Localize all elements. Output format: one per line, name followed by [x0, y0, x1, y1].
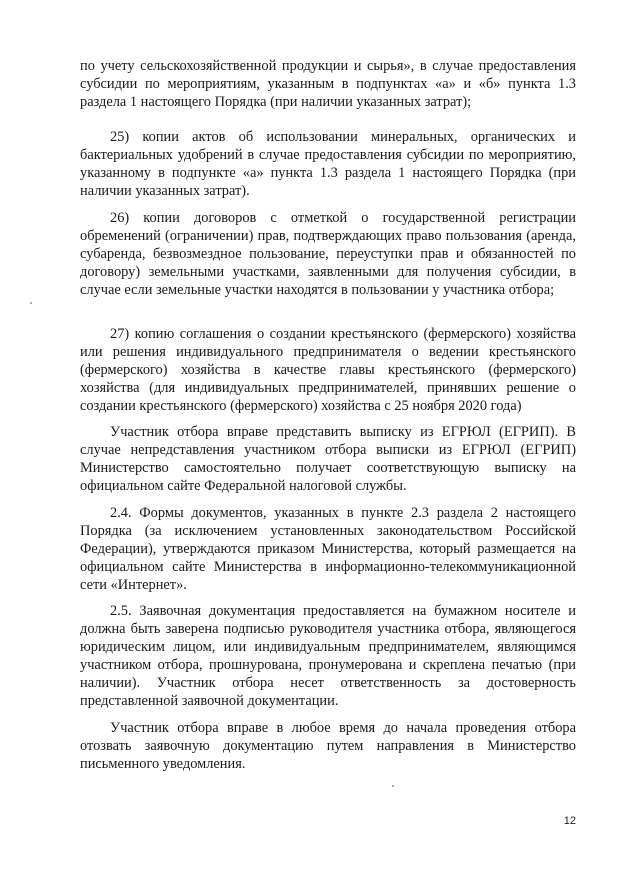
paragraph-2-4: 2.4. Формы документов, указанных в пункте 2.3 раздела 2 настоящего Порядка (за исключением установленных законодательством Российской Федерации), утверждаются приказом Министерства, который размещается на официальном сайте Министерства в информационно-телекоммуникационной сети «Интернет».: [80, 505, 576, 593]
page-number: 12: [563, 815, 576, 827]
paragraph-continuation: по учету сельскохозяйственной продукции и сырья», в случае предоставления субсидии по мероприятиям, указанным в подпунктах «а» и «б» пункта 1.3 раздела 1 настоящего Порядка (при наличии указанных затрат);: [80, 58, 576, 110]
paragraph-item-27: 27) копию соглашения о создании крестьянского (фермерского) хозяйства или решения индивидуального предпринимателя о ведении крестьянского (фермерского) хозяйства в качестве главы крестьянского (фермерского) хозяйства (для индивидуальных предпринимателей, принявших решение о создании крестьянского (фермерского) хозяйства с 25 ноября 2020 года): [80, 326, 576, 414]
paragraph-item-26: 26) копии договоров с отметкой о государственной регистрации обременений (ограничении) прав, подтверждающих право пользования (аренда, субаренда, безвозмездное пользование, переуступки прав и обязанностей по договору) земельными участками, заявленными для получения субсидии, в случае если земельные участки находятся в пользовании у участника отбора;: [80, 210, 576, 298]
paragraph-egrul-extract: Участник отбора вправе представить выписку из ЕГРЮЛ (ЕГРИП). В случае непредставления участником отбора выписки из ЕГРЮЛ (ЕГРИП) Министерство самостоятельно получает соответствующую выписку на официальном сайте Федеральной налоговой службы.: [80, 424, 576, 494]
paragraph-item-25: 25) копии актов об использовании минеральных, органических и бактериальных удобрений в случае предоставления субсидии по мероприятию, указанному в подпункте «а» пункта 1.3 раздела 1 настоящего Порядка (при наличии указанных затрат).: [80, 129, 576, 199]
paragraph-2-5: 2.5. Заявочная документация предоставляется на бумажном носителе и должна быть заверена подписью руководителя участника отбора, являющегося юридическим лицом, или индивидуальным предпринимателем, являющимся участником отбора, прошнурована, пронумерована и скреплена печатью (при наличии). Участник отбора несет ответственность за достоверность представленной заявочной документации.: [80, 603, 576, 709]
scan-speck: [30, 302, 32, 304]
scan-speck: [392, 785, 394, 787]
paragraph-withdrawal: Участник отбора вправе в любое время до начала проведения отбора отозвать заявочную документацию путем направления в Министерство письменного уведомления.: [80, 720, 576, 772]
